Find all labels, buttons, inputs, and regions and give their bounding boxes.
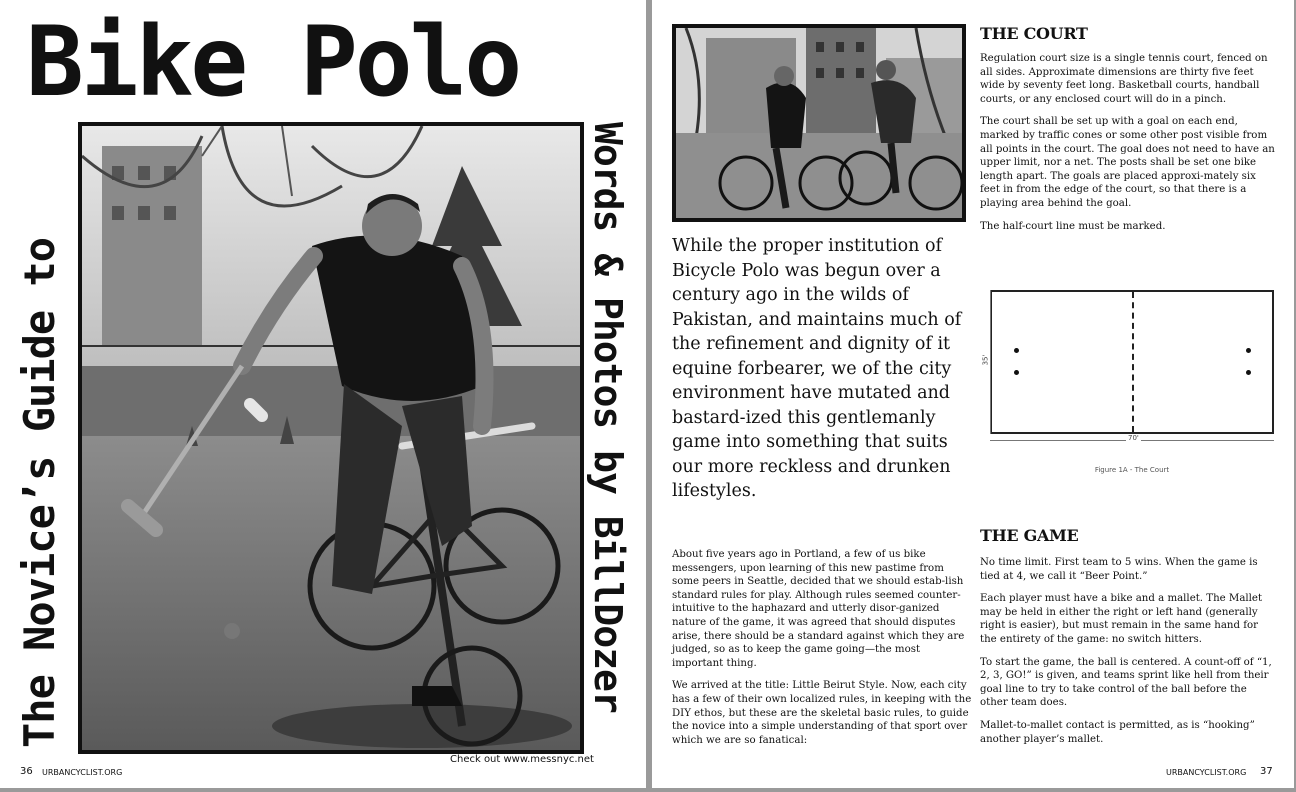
court-paragraph-1: Regulation court size is a single tennis court, fenced on all sides. Approximate dimensions are thirty five feet wide by seventy feet long. Basketball courts, handball courts, or any enclosed court will do in a pinch. — [980, 53, 1268, 105]
game-paragraph-2: Each player must have a bike and a mallet. The Mallet may be held in either the right or left hand (generally right is easier), but must remain in the same hand for the entirety of the game: no switch hitters. — [980, 593, 1263, 645]
game-text — [980, 556, 1276, 755]
figure-caption: Figure 1A - The Court — [1094, 466, 1170, 474]
intro-paragraph-2: We arrived at the title: Little Beirut Style. Now, each city has a few of their own localized rules, in keeping with the DIY ethos, but these are the skeletal basic rules, to guide the novice into a simple understanding of that sport over which we are so fanatical: — [672, 680, 972, 746]
site-folio-right: URBANCYCLIST.ORG — [1166, 768, 1247, 777]
right-page — [652, 0, 1294, 788]
height-dimension-line — [990, 290, 991, 434]
article-title: Bike Polo — [26, 6, 520, 118]
goal-post-left-bottom — [1014, 370, 1019, 375]
width-label: 70' — [1128, 434, 1139, 442]
game-heading: THE GAME — [980, 526, 1079, 545]
goal-post-right-bottom — [1246, 370, 1251, 375]
site-folio-left: URBANCYCLIST.ORG — [42, 768, 123, 777]
main-photo — [78, 122, 584, 754]
lead-paragraph: While the proper institution of Bicycle Polo was begun over a century ago in the wilds of Pakistan, and maintains much of the refinement and dignity of it equine forbearer, we of the city environment have mutated and bastard-ized this gentlemanly game into something that suits our more reckless and drunken lifestyles. — [672, 236, 962, 501]
intro-paragraph-1: About five years ago in Portland, a few of us bike messengers, upon learning of this new pastime from some peers in Seattle, decided that we should estab-lish standard rules for play. Although rules seemed counter-intuitive to the haphazard and utterly disor-ganized nature of the game, it was agreed that should disputes arise, there should be a standard against which they are judged, so as to keep the game going—the most important thing. — [672, 549, 965, 669]
court-diagram — [990, 290, 1274, 434]
secondary-photo — [672, 24, 966, 222]
goal-post-right-top — [1246, 348, 1251, 353]
court-paragraph-2: The court shall be set up with a goal on each end, marked by traffic cones or some other post visible from all points in the court. The goal does not need to have an upper limit, nor a net. The posts shall be set one bike length apart. The goals are placed approxi-mately six feet in from the edge of the court, so that there is a playing area behind the goal. — [980, 116, 1275, 209]
byline-vertical: Words & Photos by BillDozer — [586, 122, 630, 713]
intro-text — [672, 548, 972, 756]
game-paragraph-3: To start the game, the ball is centered. A count-off of “1, 2, 3, GO!” is given, and teams sprint like hell from their goal line to try to take control of the ball before the other team does. — [980, 656, 1272, 709]
height-label: 35' — [981, 354, 990, 366]
subtitle-vertical: The Novice’s Guide to — [15, 237, 64, 748]
page-number-right: 37 — [1260, 766, 1273, 777]
game-paragraph-4: Mallet-to-mallet contact is permitted, as is “hooking” another player’s mallet. — [980, 719, 1255, 745]
game-paragraph-1: No time limit. First team to 5 wins. When the game is tied at 4, we call it “Beer Point.” — [980, 557, 1258, 582]
left-page — [0, 0, 646, 788]
photo-credit: Check out www.messnyc.net — [450, 754, 594, 765]
half-court-line — [1132, 292, 1134, 432]
goal-post-left-top — [1014, 348, 1019, 353]
court-heading: THE COURT — [980, 24, 1088, 43]
court-text — [980, 52, 1276, 242]
court-paragraph-3: The half-court line must be marked. — [980, 220, 1166, 232]
page-number-left: 36 — [20, 766, 33, 777]
